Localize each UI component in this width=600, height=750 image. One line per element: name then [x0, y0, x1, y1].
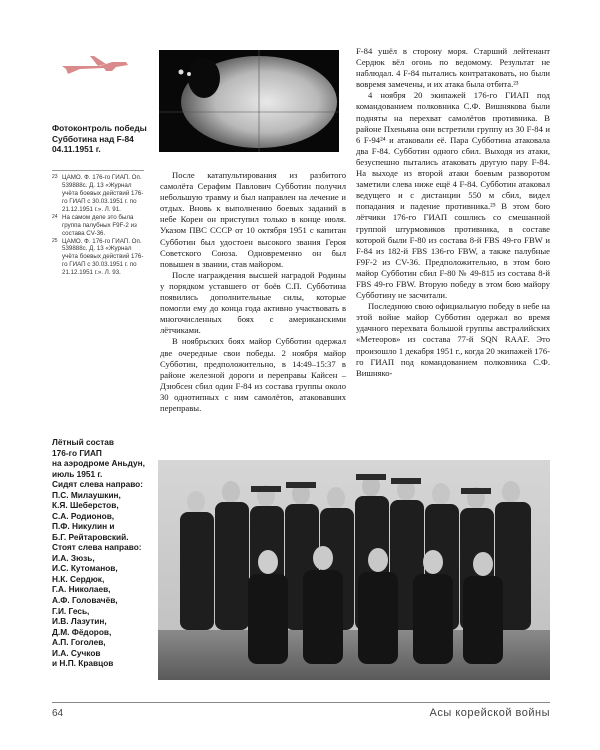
footnote-text: На самом деле это была группа палубных F9F-2 из состава CV-36.	[62, 213, 137, 237]
paragraph: 4 ноября 20 экипажей 176-го ГИАП под командованием полковника С.Ф. Вишнякова были подняты на перехват самолётов противника. В районе Пхеньяна они встретили группу из 30 F-84 и 6 F-94²⁴ и атаковали её. Пара Субботина атаковала два F-84. Субботин одного сбил. Выходя из атаки, безуспешно пытались атаковать другую пару F-84. На выходе из второй атаки боевым разворотом заметили слева ниже ещё 4 F-84. Субботин атаковал ведущего и с дистанции 550 м сбил, видел попадания и падение противника.²⁵ В этом бою лётчики 176-го ГИАП сошлись со смешанной группой штурмовиков противника, в составе которой были F-80 из состава 8-й FBS 49-го FBW и F-84 из 182-й FBS 136-го FBW, а также палубные F9F-2 из CV-36. Предположительно, в этом бою майор Субботин сбил F-80 № 49-815 из состава 8-й FBS 49-го FBW. Вторую победу в этом бою майору Субботину не засчитали.	[356, 90, 550, 301]
footnote	[52, 238, 144, 278]
article-column-1	[160, 170, 346, 414]
page-footer	[52, 702, 550, 722]
caption-line: Сидят слева направо:	[52, 479, 144, 490]
caption-line: И.А. Зюзь,	[52, 552, 95, 563]
caption-line: 176-го ГИАП	[52, 447, 102, 458]
photo-caption	[52, 123, 152, 155]
photo-caption-line: 04.11.1951 г.	[52, 144, 101, 154]
paragraph: После катапультирования из разбитого самолёта Серафим Павлович Субботин получил небольшую травму и был направлен на лечение и отдых. Вновь к выполнению боевых заданий в небе Кореи он приступил только в конце июля. Указом ПВС СССР от 10 октября 1951 с капитан Субботин был удостоен высокого звания Героя Советского Союза. Одновременно он был повышен в звании, став майором.	[160, 170, 346, 269]
paragraph: F-84 ушёл в сторону моря. Старший лейтенант Сердюк вёл огонь по ведомому. Результат не наблюдал. 4 F-84 пытались контратаковать, но были вовремя замечены, и их атака была отбита.²³	[356, 46, 550, 90]
paragraph: После награждения высшей наградой Родины у порядком уставшего от боёв С.П. Субботина появились дополнительные силы, которые помогли ему до конца года активно участвовать в многочисленных боях с американскими лётчиками.	[160, 269, 346, 336]
caption-line: Стоят слева направо:	[52, 542, 142, 553]
caption-line: И.А. Сучков	[52, 647, 101, 658]
caption-line: июль 1951 г.	[52, 468, 103, 479]
footnote-number: 25	[52, 237, 58, 244]
page-number: 64	[52, 708, 64, 719]
paragraph: В ноябрьских боях майор Субботин одержал две очередные свои победы. 2 ноября майор Субботин, предположительно, в 14:49–15:37 в районе железной дороги и переправы Кайсен – Дзюбсен сбил один F-84 из состава группы около 30 однотипных с ним самолётов, атаковавших переправы.	[160, 336, 346, 413]
article-column-2	[356, 46, 550, 379]
caption-line: Лётный состав	[52, 437, 114, 447]
caption-line: И.С. Кутоманов,	[52, 563, 118, 574]
paragraph: Последнюю свою официальную победу в небе на этой войне майор Субботин одержал во время удачного перехвата большой группы австралийских «Метеоров» из состава 77-й SQN RAAF. Это произошло 1 декабря 1951 г., когда 20 экипажей 176-го ГИАП под командованием полковника С.Ф. Вишняко-	[356, 301, 550, 378]
caption-line: К.Я. Шеберстов,	[52, 500, 119, 511]
book-title: Асы корейской войны	[429, 707, 550, 719]
caption-line: Д.М. Фёдоров,	[52, 626, 112, 637]
caption-line: А.П. Гоголев,	[52, 637, 106, 648]
gun-camera-photo	[159, 50, 339, 152]
caption-line: Б.Г. Рейтаровский.	[52, 531, 129, 542]
caption-line: Г.А. Николаев,	[52, 584, 111, 595]
footnote	[52, 174, 144, 214]
caption-line: на аэродроме Аньдун,	[52, 458, 145, 469]
crew-photo-caption	[52, 437, 162, 669]
plane-silhouette-icon	[60, 50, 130, 76]
caption-line: И.В. Лазутин,	[52, 616, 107, 627]
caption-line: П.Ф. Никулин и	[52, 521, 115, 532]
caption-line: Н.К. Сердюк,	[52, 573, 105, 584]
footnote-text: ЦАМО. Ф. 176-го ГИАП. Оп. 539888с. Д. 13 «Журнал учёта боевых действий 176-го ГИАП с 30.03.1951 г. по 21.12.1951 г.». Л. 91.	[62, 174, 144, 213]
caption-line: Г.И. Гесь,	[52, 605, 90, 616]
caption-line: и Н.П. Кравцов	[52, 658, 114, 669]
crew-group-photo	[158, 460, 550, 680]
footnote-number: 23	[52, 174, 58, 180]
footnote	[52, 214, 144, 238]
photo-caption-line: Фотоконтроль победы	[52, 123, 147, 133]
caption-line: А.Ф. Головачёв,	[52, 594, 118, 605]
caption-line: С.А. Родионов,	[52, 510, 115, 521]
footnotes	[52, 170, 144, 277]
footnote-text: ЦАМО. Ф. 176-го ГИАП. Оп. 539888с. Д. 13 «Журнал учёта боевых действий 176-го ГИАП с 30.03.1951 г. по 21.12.1951 г.». Л. 93.	[62, 237, 144, 277]
photo-caption-line: Субботина над F-84	[52, 133, 134, 144]
footnote-number: 24	[52, 213, 58, 220]
caption-line: П.С. Милаушкин,	[52, 489, 121, 500]
